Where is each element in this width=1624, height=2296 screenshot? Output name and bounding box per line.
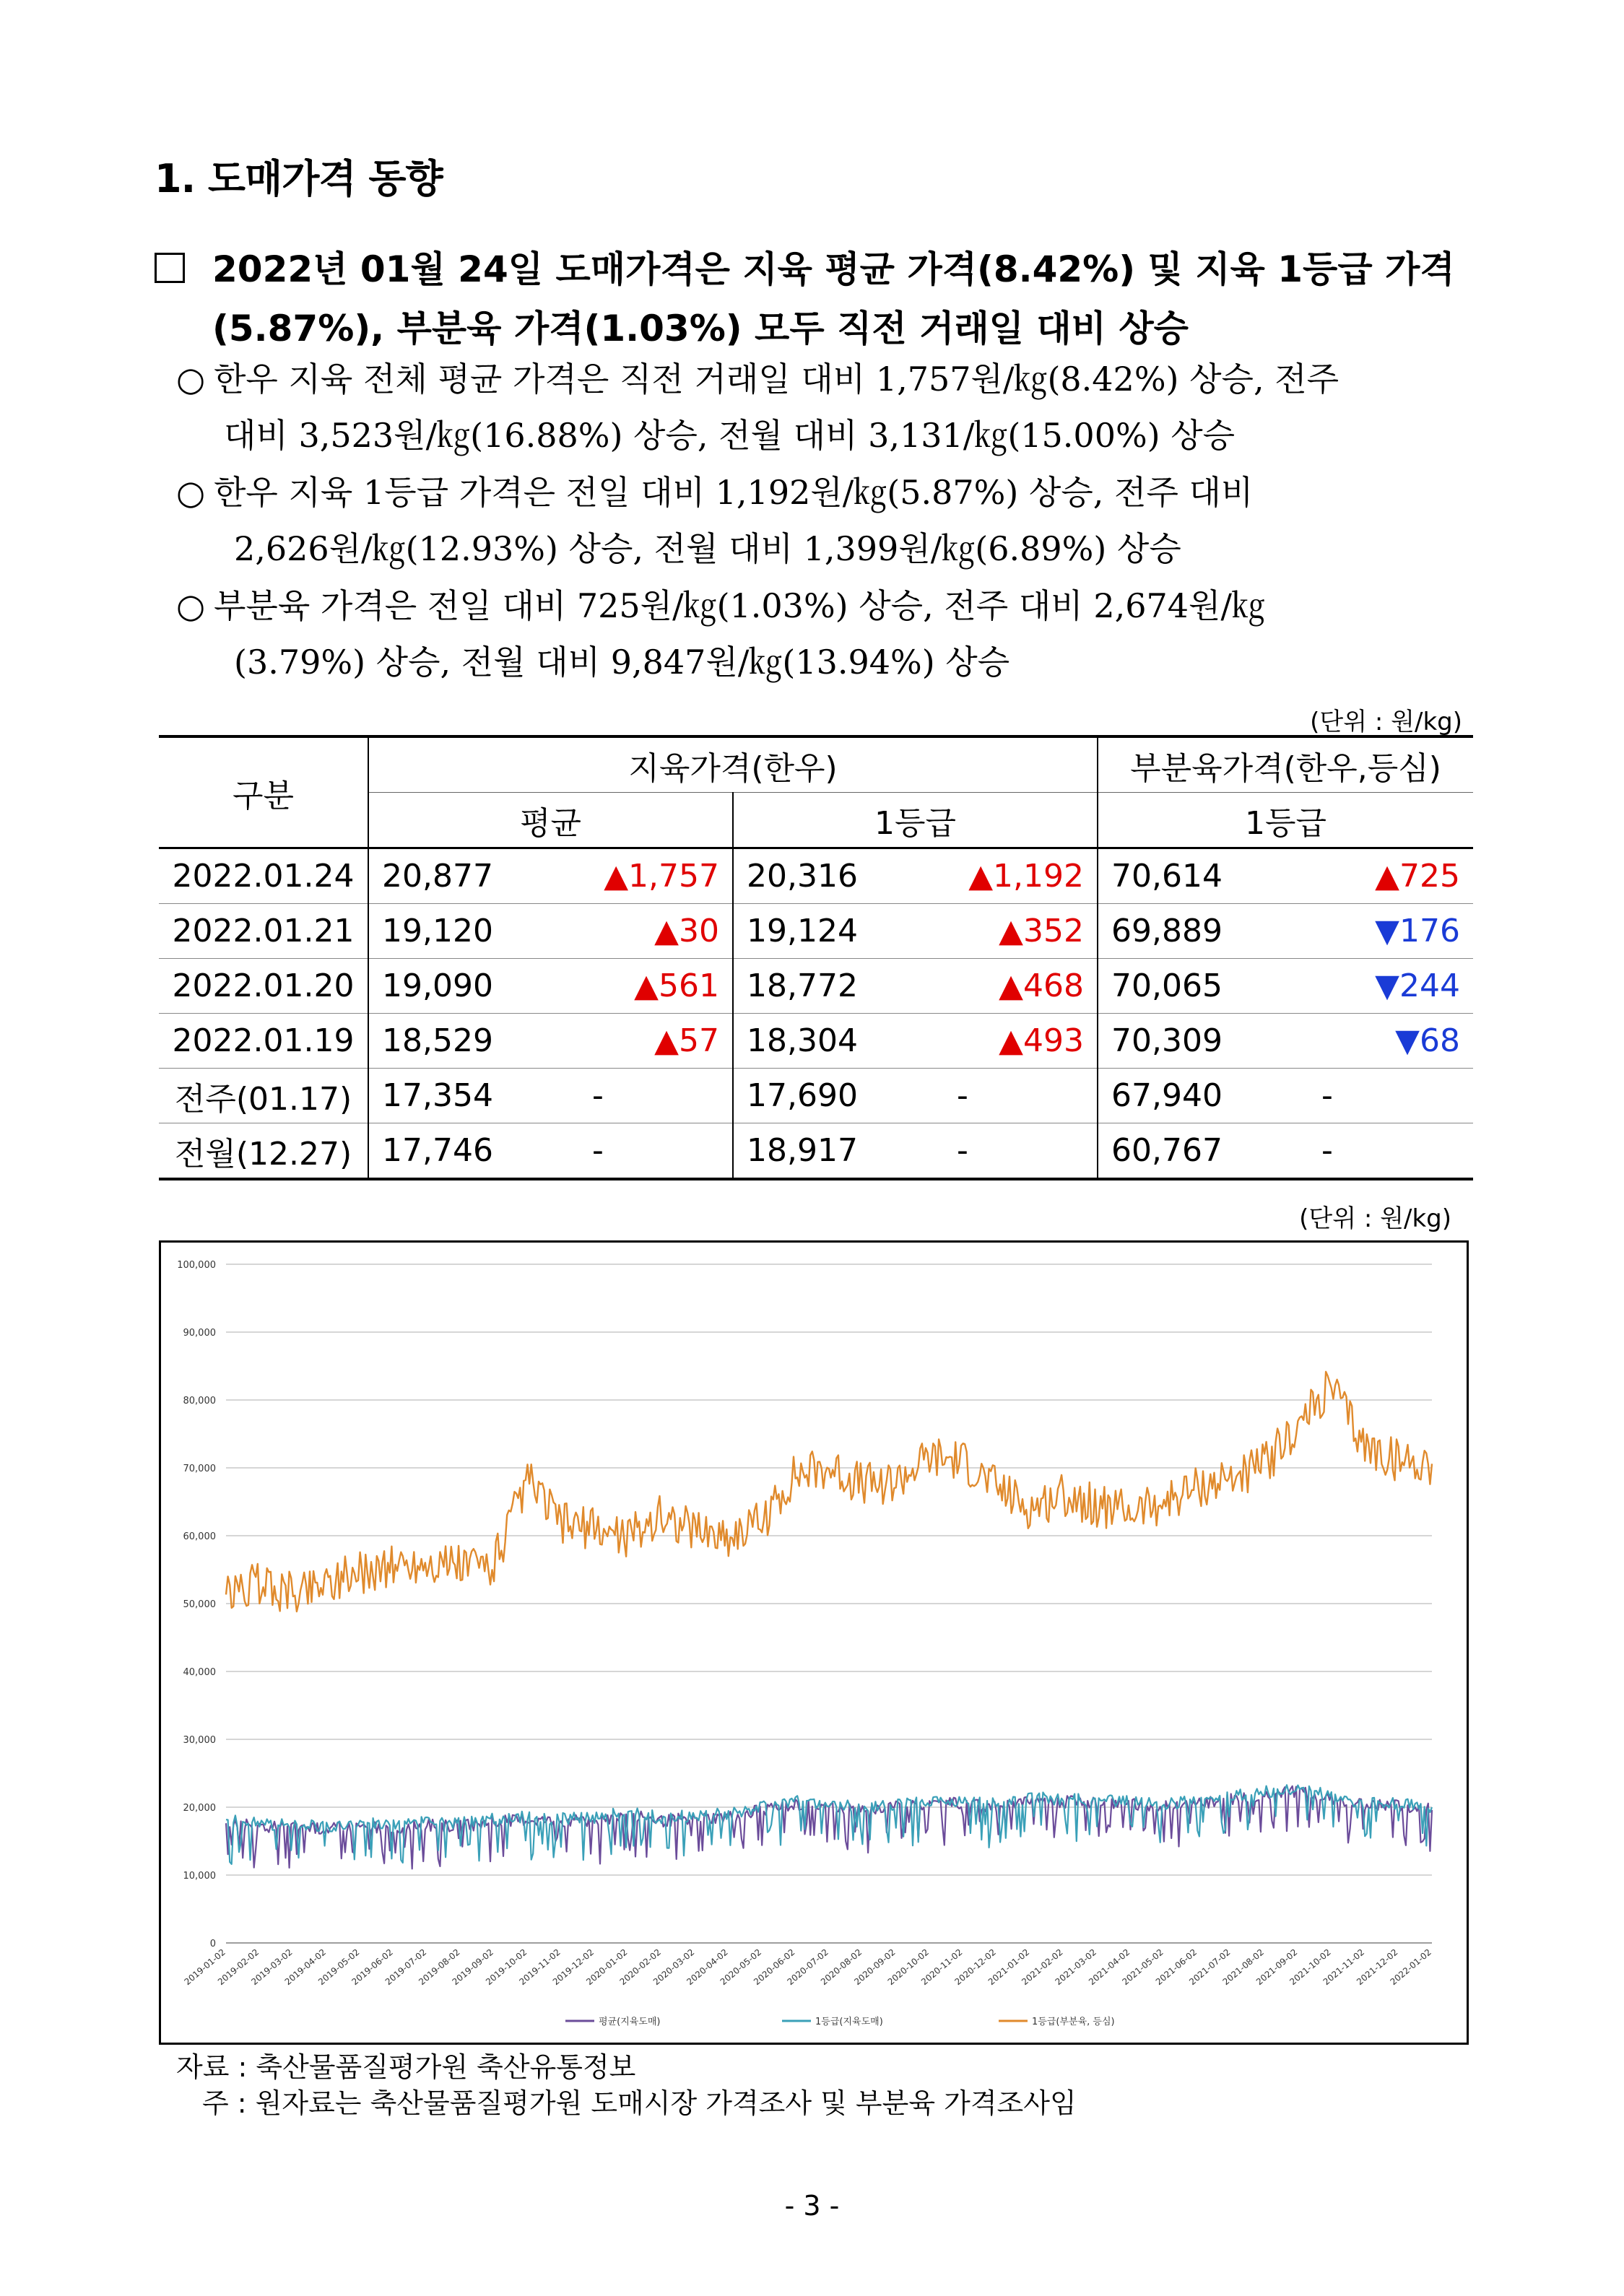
header-average: 평균 (368, 793, 733, 848)
x-tick-label: 2020-05-02 (718, 1947, 764, 1988)
x-tick-label: 2020-11-02 (919, 1947, 965, 1988)
x-tick-label: 2020-03-02 (651, 1947, 697, 1988)
avg-price: 19,090 (368, 959, 549, 1014)
bullet-1-line1: 한우 지육 전체 평균 가격은 직전 거래일 대비 1,757원/㎏(8.42%) 상승, 전주 (214, 360, 1339, 399)
row-date: 2022.01.19 (172, 1022, 355, 1059)
x-tick-label: 2022-01-02 (1388, 1947, 1433, 1988)
header-category: 구분 (232, 777, 294, 814)
headline-line2: (5.87%), 부분육 가격(1.03%) 모두 직전 거래일 대비 상승 (212, 308, 1189, 349)
y-tick-label: 20,000 (183, 1803, 216, 1814)
x-tick-label: 2020-07-02 (785, 1947, 830, 1988)
row-date: 전월(12.27) (174, 1135, 352, 1173)
grade1-change: - (957, 1132, 968, 1169)
x-tick-label: 2019-06-02 (349, 1947, 395, 1988)
y-tick-label: 80,000 (183, 1396, 216, 1406)
circle-bullet-icon: ○ (176, 360, 206, 399)
x-tick-label: 2020-04-02 (685, 1947, 730, 1988)
avg-change: - (592, 1077, 604, 1114)
header-carcass-price: 지육가격(한우) (368, 736, 1098, 793)
table-row (159, 848, 1473, 904)
avg-change: ▲561 (634, 967, 719, 1004)
price-table (159, 735, 1473, 1180)
grade1-price: 18,772 (733, 959, 913, 1014)
bullet-3 (176, 578, 1469, 690)
x-tick-label: 2021-08-02 (1220, 1947, 1266, 1988)
chart-unit-label: (단위 : 원/kg) (1299, 1204, 1451, 1233)
x-tick-label: 2019-09-02 (450, 1947, 496, 1988)
x-tick-label: 2019-01-02 (182, 1947, 227, 1988)
x-tick-label: 2020-12-02 (952, 1947, 998, 1988)
x-tick-label: 2021-03-02 (1053, 1947, 1099, 1988)
bullet-2-line2: 2,626원/㎏(12.93%) 상승, 전월 대비 1,399원/㎏(6.89%) 상승 (234, 529, 1181, 568)
header-cut-price: 부분육가격(한우,등심) (1098, 736, 1473, 793)
circle-bullet-icon: ○ (176, 586, 206, 625)
y-tick-label: 10,000 (183, 1871, 216, 1882)
grade1-price: 18,304 (733, 1014, 913, 1069)
cut-price: 70,614 (1098, 848, 1278, 904)
x-tick-label: 2021-12-02 (1355, 1947, 1400, 1988)
y-tick-label: 50,000 (183, 1599, 216, 1610)
row-date: 2022.01.24 (172, 858, 355, 895)
row-date: 2022.01.21 (172, 913, 355, 949)
y-tick-label: 70,000 (183, 1464, 216, 1474)
avg-price: 19,120 (368, 904, 549, 959)
x-tick-label: 2021-07-02 (1187, 1947, 1233, 1988)
x-tick-label: 2019-02-02 (215, 1947, 261, 1988)
bullet-1 (176, 351, 1469, 464)
y-tick-label: 40,000 (183, 1667, 216, 1678)
cut-price: 69,889 (1098, 904, 1278, 959)
table-row (159, 904, 1473, 959)
x-tick-label: 2019-10-02 (483, 1947, 529, 1988)
cut-price: 70,065 (1098, 959, 1278, 1014)
x-tick-label: 2021-10-02 (1288, 1947, 1333, 1988)
series-line-2 (226, 1785, 1432, 1864)
grade1-change: ▲1,192 (968, 858, 1084, 895)
headline (155, 240, 1476, 358)
x-tick-label: 2019-12-02 (550, 1947, 596, 1988)
y-tick-label: 30,000 (183, 1735, 216, 1746)
x-tick-label: 2019-08-02 (417, 1947, 462, 1988)
cut-price: 67,940 (1098, 1069, 1278, 1123)
x-tick-label: 2019-07-02 (383, 1947, 429, 1988)
table-row (159, 1014, 1473, 1069)
x-tick-label: 2019-04-02 (282, 1947, 329, 1988)
checkbox-square-icon (155, 253, 185, 283)
grade1-price: 19,124 (733, 904, 913, 959)
table-unit-label: (단위 : 원/kg) (1310, 708, 1462, 736)
header-cut-grade1: 1등급 (1098, 793, 1473, 848)
x-tick-label: 2021-05-02 (1120, 1947, 1165, 1988)
y-tick-label: 90,000 (183, 1328, 216, 1339)
cut-price: 70,309 (1098, 1014, 1278, 1069)
x-tick-label: 2020-01-02 (584, 1947, 630, 1988)
legend-label: 1등급(지육도매) (815, 2017, 883, 2027)
avg-change: - (592, 1132, 604, 1169)
cut-change: - (1321, 1132, 1333, 1169)
avg-change: ▲30 (654, 913, 719, 949)
y-tick-label: 100,000 (177, 1260, 216, 1271)
x-tick-label: 2021-11-02 (1321, 1947, 1367, 1988)
grade1-price: 17,690 (733, 1069, 913, 1123)
source-note: 자료 : 축산물품질평가원 축산유통정보 (176, 2051, 636, 2083)
x-tick-label: 2021-02-02 (1020, 1947, 1065, 1988)
x-tick-label: 2021-01-02 (986, 1947, 1032, 1988)
bullet-3-line2: (3.79%) 상승, 전월 대비 9,847원/㎏(13.94%) 상승 (234, 643, 1010, 682)
page-number: - 3 - (784, 2190, 840, 2222)
circle-bullet-icon: ○ (176, 473, 206, 512)
bullet-3-line1: 부분육 가격은 전일 대비 725원/㎏(1.03%) 상승, 전주 대비 2,674원/㎏ (214, 586, 1265, 625)
y-tick-label: 60,000 (183, 1531, 216, 1542)
table-row (159, 959, 1473, 1014)
legend-label: 1등급(부분육, 등심) (1032, 2017, 1115, 2027)
headline-line1: 2022년 01월 24일 도매가격은 지육 평균 가격(8.42%) 및 지육 1등급 가격 (212, 248, 1455, 290)
x-tick-label: 2019-11-02 (517, 1947, 563, 1988)
price-chart (159, 1240, 1469, 2045)
cut-change: - (1321, 1077, 1333, 1114)
price-line-chart (161, 1243, 1467, 2043)
y-tick-label: 0 (209, 1939, 216, 1949)
cut-change: ▼68 (1395, 1022, 1460, 1059)
avg-change: ▲57 (654, 1022, 719, 1059)
x-tick-label: 2020-02-02 (617, 1947, 663, 1988)
x-tick-label: 2021-04-02 (1086, 1947, 1132, 1988)
grade1-change: ▲352 (999, 913, 1084, 949)
grade1-change: ▲493 (999, 1022, 1084, 1059)
bullet-2-line1: 한우 지육 1등급 가격은 전일 대비 1,192원/㎏(5.87%) 상승, 전주 대비 (214, 473, 1254, 512)
avg-price: 20,877 (368, 848, 549, 904)
cut-change: ▲725 (1375, 858, 1460, 895)
grade1-change: - (957, 1077, 968, 1114)
legend-label: 평균(지육도매) (599, 2017, 661, 2027)
cut-price: 60,767 (1098, 1123, 1278, 1180)
grade1-price: 20,316 (733, 848, 913, 904)
avg-price: 18,529 (368, 1014, 549, 1069)
cut-change: ▼176 (1375, 913, 1460, 949)
remark-note: 주 : 원자료는 축산물품질평가원 도매시장 가격조사 및 부분육 가격조사임 (202, 2087, 1077, 2119)
x-tick-label: 2019-05-02 (316, 1947, 362, 1988)
grade1-change: ▲468 (999, 967, 1084, 1004)
table-row (159, 1123, 1473, 1180)
x-tick-label: 2019-03-02 (249, 1947, 295, 1988)
row-date: 전주(01.17) (174, 1080, 352, 1118)
cut-change: ▼244 (1375, 967, 1460, 1004)
table-row (159, 1069, 1473, 1123)
x-tick-label: 2020-08-02 (818, 1947, 864, 1988)
section-title: 1. 도매가격 동향 (155, 156, 443, 201)
x-tick-label: 2021-09-02 (1254, 1947, 1300, 1988)
avg-price: 17,354 (368, 1069, 549, 1123)
avg-price: 17,746 (368, 1123, 549, 1180)
grade1-price: 18,917 (733, 1123, 913, 1180)
x-tick-label: 2021-06-02 (1153, 1947, 1199, 1988)
bullet-2 (176, 464, 1469, 577)
x-tick-label: 2020-06-02 (752, 1947, 797, 1988)
avg-change: ▲1,757 (604, 858, 719, 895)
x-tick-label: 2020-10-02 (885, 1947, 932, 1988)
header-grade1: 1등급 (733, 793, 1098, 848)
series-line-3 (226, 1372, 1432, 1612)
row-date: 2022.01.20 (172, 967, 355, 1004)
x-tick-label: 2020-09-02 (852, 1947, 898, 1988)
bullet-1-line2: 대비 3,523원/㎏(16.88%) 상승, 전월 대비 3,131/㎏(15.00%) 상승 (224, 416, 1236, 455)
